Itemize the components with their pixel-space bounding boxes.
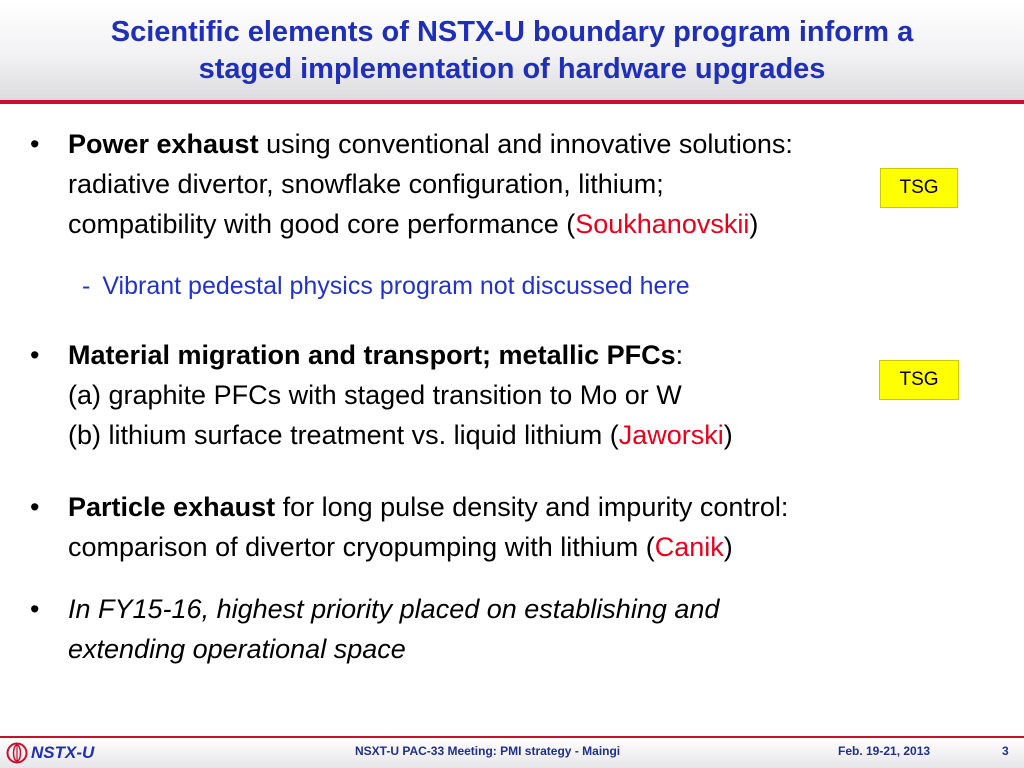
line-suffix: ): [749, 209, 759, 239]
bullet-line: [68, 204, 793, 244]
bullet-text: [68, 487, 788, 567]
line-suffix: ): [723, 532, 733, 562]
bullet-marker: •: [30, 340, 40, 370]
footer-meeting: NSXT-U PAC-33 Meeting: PMI strategy - Maingi: [355, 744, 621, 758]
bullet-line-rest: :: [675, 340, 684, 370]
author-name: Jaworski: [618, 420, 724, 450]
line-prefix: compatibility with good core performance (: [68, 209, 576, 239]
bullet-marker: •: [30, 492, 40, 522]
bullet-marker: •: [30, 129, 40, 159]
logo-text: NSTX-U: [31, 743, 95, 762]
bullet-line: extending operational space: [68, 634, 406, 664]
page-number: 3: [1002, 744, 1009, 758]
bullet-text: [68, 589, 719, 669]
line-suffix: ): [723, 420, 733, 450]
sub-bullet: [82, 268, 690, 304]
sub-bullet-marker: -: [82, 272, 91, 300]
bullet-line: [68, 415, 733, 455]
bullet-heading: Particle exhaust: [68, 492, 276, 522]
bullet-line-rest: for long pulse density and impurity control:: [275, 492, 789, 522]
bullet-line: [68, 527, 788, 567]
footer-logo: [6, 741, 94, 765]
bullet-line: [68, 335, 733, 375]
bullet-marker: •: [30, 594, 40, 624]
title-line-1: Scientific elements of NSTX-U boundary program inform a: [110, 16, 914, 48]
bullet-line: radiative divertor, snowflake configuration, lithium;: [68, 169, 664, 199]
nstx-logo-icon: [6, 742, 28, 764]
bullet-line: In FY15-16, highest priority placed on establishing and: [68, 594, 720, 624]
bullet-text: [68, 335, 733, 455]
tsg-badge: TSG: [880, 168, 958, 208]
bullet-line: (a) graphite PFCs with staged transition to Mo or W: [68, 380, 682, 410]
footer-date: Feb. 19-21, 2013: [838, 744, 931, 758]
sub-bullet-text: Vibrant pedestal physics program not discussed here: [102, 272, 690, 300]
tsg-badge: TSG: [879, 360, 959, 400]
slide-title: [0, 14, 1024, 88]
bullet-heading: Material migration and transport; metallic PFCs: [68, 340, 676, 370]
author-name: Soukhanovskii: [575, 209, 750, 239]
line-prefix: (b) lithium surface treatment vs. liquid lithium (: [68, 420, 619, 450]
bullet-line: [68, 487, 788, 527]
author-name: Canik: [654, 532, 724, 562]
bullet-text: [68, 124, 793, 244]
title-divider: [0, 100, 1024, 104]
bullet-heading: Power exhaust: [68, 129, 259, 159]
line-prefix: comparison of divertor cryopumping with lithium (: [68, 532, 655, 562]
bullet-line: [68, 124, 793, 164]
bullet-line-rest: using conventional and innovative solutions:: [258, 129, 793, 159]
title-line-2: staged implementation of hardware upgrades: [198, 53, 826, 85]
